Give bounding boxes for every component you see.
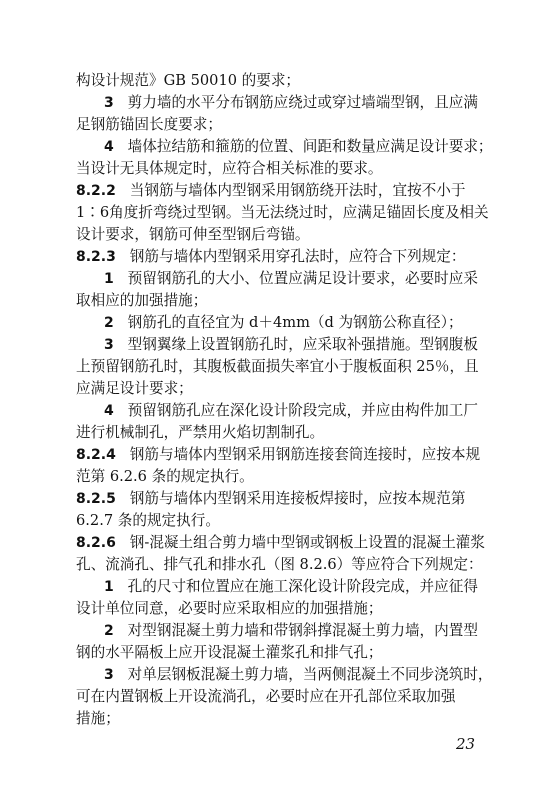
line-text: 当钢筋与墙体内型钢采用钢筋绕开法时，宜按不小于 xyxy=(129,182,466,199)
clause-number: 8.2.5 xyxy=(76,491,116,507)
line-text: 钢筋孔的直径宜为 d＋4mm（d 为钢筋公称直径）； xyxy=(127,314,463,331)
line-text: 钢筋与墙体内型钢采用穿孔法时，应符合下列规定： xyxy=(129,248,466,265)
line-text: 剪力墙的水平分布钢筋应绕过或穿过墙端型钢，且应满 xyxy=(127,94,478,111)
clause-number: 8.2.2 xyxy=(76,183,116,199)
line-text: 钢的水平隔板上应开设混凝土灌浆孔和排气孔； xyxy=(76,644,383,661)
line-text: 钢筋与墙体内型钢采用连接板焊接时，应按本规范第 xyxy=(129,490,466,507)
line-text: 可在内置钢板上开设流淌孔，必要时应在开孔部位采取加强 xyxy=(76,688,456,705)
line-text: 进行机械制孔，严禁用火焰切割制孔。 xyxy=(76,424,325,441)
page-number: 23 xyxy=(456,735,476,753)
clause-number: 8.2.4 xyxy=(76,447,116,463)
item-number: 2 xyxy=(104,315,114,331)
line-text: 措施； xyxy=(76,710,120,727)
item-number: 4 xyxy=(104,139,114,155)
line-text: 范第 6.2.6 条的规定执行。 xyxy=(76,468,254,485)
item-number: 1 xyxy=(104,579,114,595)
item-number: 3 xyxy=(104,337,114,353)
line-text: 构设计规范》GB 50010 的要求； xyxy=(76,72,301,89)
line-text: 对单层钢板混凝土剪力墙，当两侧混凝土不同步浇筑时， xyxy=(127,666,493,683)
line-text: 设计单位同意，必要时应采取相应的加强措施； xyxy=(76,600,383,617)
clause-number: 8.2.6 xyxy=(76,535,116,551)
line-text: 取相应的加强措施； xyxy=(76,292,208,309)
line-text: 设计要求，钢筋可伸至型钢后弯锚。 xyxy=(76,226,310,243)
line-text: 6.2.7 条的规定执行。 xyxy=(76,512,220,529)
line-text: 墙体拉结筋和箍筋的位置、间距和数量应满足设计要求； xyxy=(127,138,493,155)
item-number: 1 xyxy=(104,271,114,287)
line-text: 当设计无具体规定时，应符合相关标准的要求。 xyxy=(76,160,383,177)
line-text: 型钢翼缘上设置钢筋孔时，应采取补强措施。型钢腹板 xyxy=(127,336,478,353)
text-line xyxy=(76,705,551,733)
line-text: 1∶6角度折弯绕过型钢。当无法绕过时，应满足锚固长度及相关 xyxy=(76,204,489,221)
line-text: 孔的尺寸和位置应在施工深化设计阶段完成，并应征得 xyxy=(127,578,478,595)
item-number: 3 xyxy=(104,95,114,111)
line-text: 上预留钢筋孔时，其腹板截面损失率宜小于腹板面积 25％，且 xyxy=(76,358,479,375)
line-text: 孔、流淌孔、排气孔和排水孔（图 8.2.6）等应符合下列规定： xyxy=(76,556,483,573)
item-number: 2 xyxy=(104,623,114,639)
item-number: 3 xyxy=(104,667,114,683)
line-text: 预留钢筋孔的大小、位置应满足设计要求，必要时应采 xyxy=(127,270,478,287)
line-text: 应满足设计要求； xyxy=(76,380,193,397)
line-text: 预留钢筋孔应在深化设计阶段完成，并应由构件加工厂 xyxy=(127,402,478,419)
line-text: 对型钢混凝土剪力墙和带钢斜撑混凝土剪力墙，内置型 xyxy=(127,622,478,639)
line-text: 钢-混凝土组合剪力墙中型钢或钢板上设置的混凝土灌浆 xyxy=(129,534,485,551)
line-text: 钢筋与墙体内型钢采用钢筋连接套筒连接时，应按本规 xyxy=(129,446,481,463)
item-number: 4 xyxy=(104,403,114,419)
line-text: 足钢筋锚固长度要求； xyxy=(76,116,222,133)
clause-number: 8.2.3 xyxy=(76,249,116,265)
